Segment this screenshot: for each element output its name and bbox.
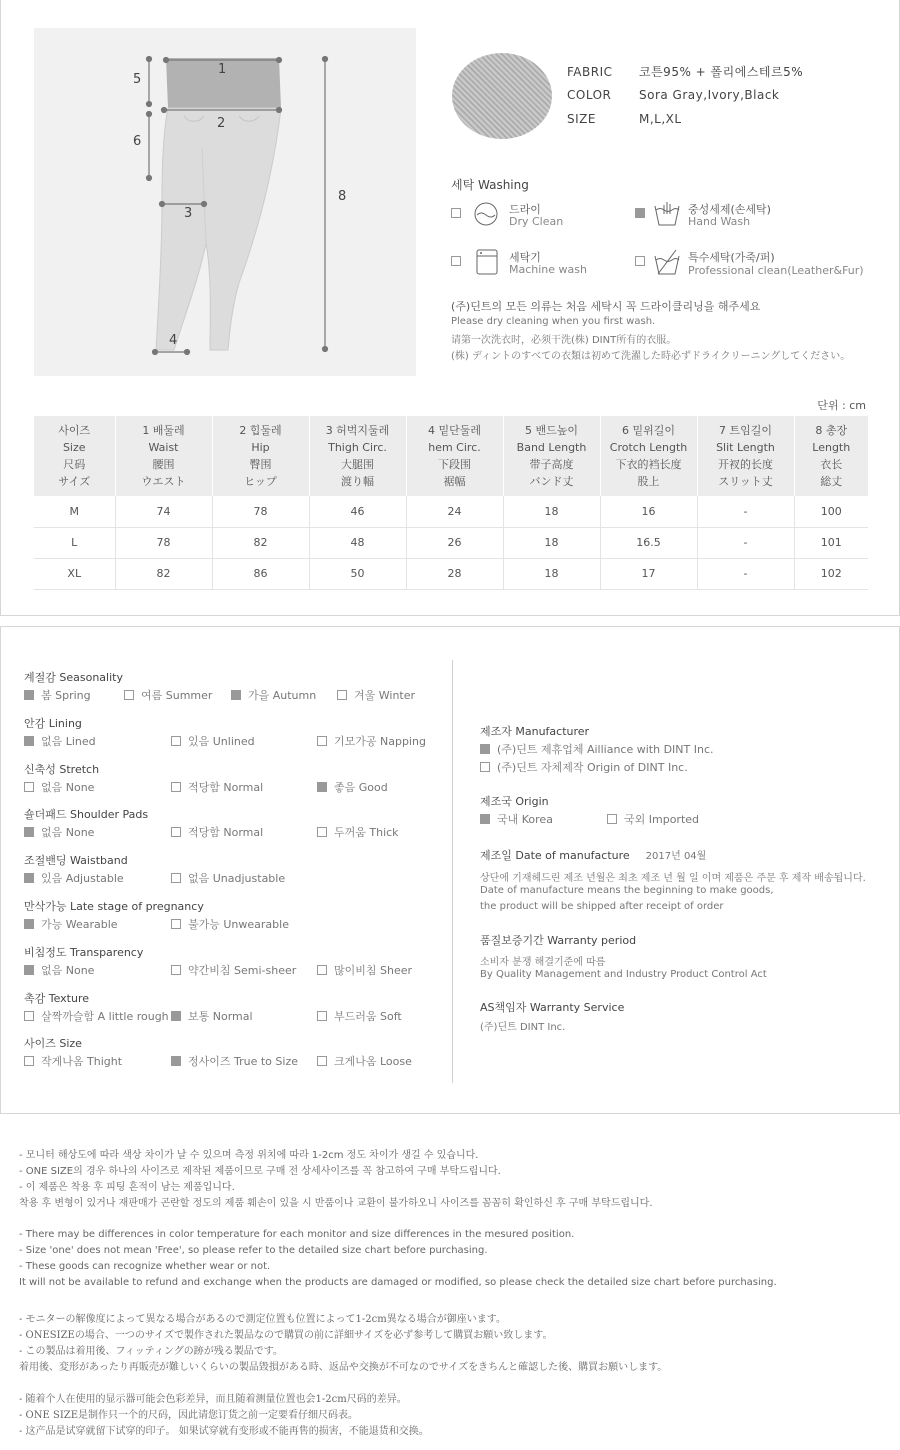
option-label: 약간비침 Semi-sheer: [188, 963, 297, 977]
option-label: 국외 Imported: [624, 813, 700, 826]
spec-fabric: [567, 63, 803, 80]
professional-clean-checkbox: [635, 256, 645, 266]
checkbox: [317, 1056, 327, 1066]
note-line-jp: 着用後、変形があったり再販売が難しいくらいの製品毀損がある時、返品や交換が不可なのでサイズをきちんと確認した後、購買お願いします。: [19, 1362, 668, 1373]
table-cell: XL: [34, 558, 115, 589]
checkbox: [317, 782, 327, 792]
header-line: Slit Length: [716, 441, 775, 454]
option-label: 없음 None: [41, 963, 95, 977]
table-cell: 100: [794, 496, 868, 527]
attribute-option: [24, 687, 91, 703]
table-cell: -: [697, 558, 794, 589]
option-label: (주)딘트 제휴업체 Ailliance with DINT Inc.: [497, 743, 714, 756]
warranty-text-en: By Quality Management and Industry Product Control Act: [480, 969, 767, 980]
manufacturer-option-alliance: [480, 741, 714, 757]
table-cell: L: [34, 527, 115, 558]
measure-marker-6: 6: [133, 134, 142, 149]
checkbox: [317, 827, 327, 837]
size-table-header-cell: [309, 416, 406, 496]
checkbox: [24, 827, 34, 837]
attribute-title: 만삭가능 Late stage of pregnancy: [24, 900, 204, 913]
table-cell: 26: [406, 527, 503, 558]
manufacturer-title: 제조자 Manufacturer: [480, 725, 590, 738]
size-value: M,L,XL: [639, 112, 682, 126]
product-info-section: [0, 0, 900, 616]
warranty-text-kr: 소비자 분쟁 해결기준에 따름: [480, 957, 606, 968]
checkbox: [337, 690, 347, 700]
attribute-title: 신축성 Stretch: [24, 762, 100, 776]
manufacture-date-note-en2: the product will be shipped after receipt of order: [480, 901, 724, 912]
header-line: 総丈: [820, 475, 843, 488]
product-image-panel: [34, 28, 416, 376]
attribute-title: 안감 Lining: [24, 716, 82, 730]
table-cell: 17: [600, 558, 697, 589]
table-row: [34, 496, 868, 527]
note-line-en: - These goods can recognize whether wear or not.: [19, 1261, 271, 1272]
checkbox: [317, 965, 327, 975]
note-line-en: It will not be available to refund and exchange when the products are damaged or modified, so please check the detailed size chart before purchasing.: [19, 1277, 777, 1288]
size-table-header-cell: [503, 416, 600, 496]
size-table: [34, 416, 868, 590]
header-line: 下衣的裆长度: [615, 458, 682, 471]
table-cell: 82: [115, 558, 212, 589]
machine-wash-checkbox: [451, 256, 461, 266]
attribute-option: [171, 1008, 253, 1024]
option-label: 부드러움 Soft: [334, 1009, 402, 1023]
attribute-title: 비침정도 Transparency: [24, 945, 144, 959]
attribute-option: [24, 733, 96, 749]
table-cell: 16.5: [600, 527, 697, 558]
option-label: 작게나옴 Thight: [41, 1055, 123, 1069]
attribute-option: [171, 962, 296, 978]
attribute-option: [24, 962, 94, 978]
note-line-jp: - モニターの解像度によって異なる場合があるので測定位置も位置によって1-2cm異なる場合が御座います。: [19, 1314, 506, 1325]
option-label: 많이비침 Sheer: [334, 963, 413, 977]
dry-clean-label-en: Dry Clean: [509, 215, 564, 228]
header-line: 大腿围: [341, 458, 374, 471]
table-cell: 16: [600, 496, 697, 527]
option-label: 크게나옴 Loose: [334, 1055, 412, 1069]
header-line: 사이즈: [58, 424, 91, 437]
option-label: 기모가공 Napping: [334, 734, 426, 748]
option-label: 가을 Autumn: [248, 689, 317, 702]
note-line-kr: - 이 제품은 착용 후 피팅 흔적이 남는 제품입니다.: [19, 1182, 235, 1193]
note-line-jp: - この製品は着用後、フィッティングの跡が残る製品です。: [19, 1346, 283, 1357]
header-line: スリット丈: [718, 475, 773, 488]
header-line: 5 밴드높이: [525, 424, 578, 437]
leggings-illustration: [34, 28, 416, 376]
header-line: 6 밑위길이: [622, 424, 675, 437]
table-row: [34, 558, 868, 589]
header-line: Size: [62, 441, 86, 454]
option-label: 여름 Summer: [141, 689, 213, 702]
table-cell: M: [34, 496, 115, 527]
product-attributes-section: [0, 626, 900, 1114]
spec-color: [567, 88, 779, 102]
header-line: Band Length: [516, 441, 587, 454]
warranty-title: 품질보증기간 Warranty period: [480, 934, 637, 947]
header-line: 7 트임길이: [719, 424, 772, 437]
fabric-label: FABRIC: [567, 65, 613, 79]
note-line-cn: - 这产品是试穿就留下试穿的印子。 如果试穿就有变形或不能再售的损害，不能退货和交换。: [19, 1426, 429, 1437]
option-label: 있음 Unlined: [188, 734, 255, 748]
header-line: 腰围: [152, 458, 175, 471]
attribute-option: [317, 1008, 402, 1024]
checkbox: [480, 744, 490, 754]
wash-notice-cn: 请第一次洗衣时，必须干洗(株) DINT所有的衣服。: [451, 335, 677, 346]
table-cell: 82: [212, 527, 309, 558]
measure-marker-1: 1: [218, 62, 227, 77]
origin-option-imported: [607, 811, 699, 827]
option-label: 두꺼움 Thick: [334, 826, 399, 840]
attribute-option: [24, 1008, 169, 1024]
attribute-option: [171, 1053, 298, 1069]
checkbox: [317, 736, 327, 746]
checkbox: [171, 919, 181, 929]
attribute-option: [317, 824, 399, 840]
checkbox: [171, 736, 181, 746]
option-label: (주)딘트 자체제작 Origin of DINT Inc.: [497, 761, 688, 774]
machine-wash-label-en: Machine wash: [509, 263, 587, 276]
header-line: 渡り幅: [341, 475, 374, 488]
option-label: 없음 Lined: [41, 734, 96, 748]
header-line: hem Circ.: [428, 441, 481, 454]
attribute-title: 숄더패드 Shoulder Pads: [24, 808, 149, 822]
option-label: 적당함 Normal: [188, 826, 264, 840]
checkbox: [24, 1056, 34, 1066]
table-cell: -: [697, 527, 794, 558]
table-cell: 78: [115, 527, 212, 558]
header-line: バンド丈: [529, 475, 574, 488]
color-value: Sora Gray,Ivory,Black: [639, 88, 780, 102]
table-cell: 18: [503, 527, 600, 558]
note-line-cn: - 随着个人在使用的显示器可能会色彩差异，而且随着测量位置也会1-2cm尺码的差异。: [19, 1394, 407, 1405]
header-line: Length: [812, 441, 851, 454]
hand-wash-checkbox: [635, 208, 645, 218]
note-line-jp: - ONESIZEの場合、一つのサイズで製作された製品なので購買の前に詳細サイズを必ず参考して購買お願い致します。: [19, 1330, 553, 1341]
option-label: 국내 Korea: [497, 813, 553, 826]
header-line: 带子高度: [529, 458, 574, 471]
attribute-option: [317, 733, 426, 749]
measure-marker-5: 5: [133, 72, 142, 87]
hand-wash-label-en: Hand Wash: [688, 215, 751, 228]
manufacture-date-note-en1: Date of manufacture means the beginning to make goods,: [480, 885, 774, 896]
table-cell: 18: [503, 496, 600, 527]
manufacturer-option-origin: [480, 759, 688, 775]
header-line: Hip: [251, 441, 270, 454]
option-label: 살짝까슬함 A little rough: [41, 1009, 169, 1023]
table-cell: 86: [212, 558, 309, 589]
size-table-header-cell: [34, 416, 115, 496]
attribute-title: 촉감 Texture: [24, 991, 90, 1005]
checkbox: [480, 814, 490, 824]
attribute-option: [231, 687, 316, 703]
measure-marker-4: 4: [169, 333, 178, 348]
header-line: 裾幅: [443, 475, 466, 488]
note-line-en: - Size 'one' does not mean 'Free', so please refer to the detailed size chart before purchasing.: [19, 1245, 488, 1256]
header-line: ウエスト: [141, 475, 186, 488]
header-line: 衣长: [820, 458, 843, 471]
header-line: 1 배둘레: [142, 424, 185, 437]
option-label: 없음 None: [41, 780, 95, 794]
size-table-header-cell: [406, 416, 503, 496]
header-line: Thigh Circ.: [328, 441, 387, 454]
size-table-header-cell: [115, 416, 212, 496]
option-label: 정사이즈 True to Size: [188, 1055, 298, 1069]
dry-clean-label: 드라이: [509, 203, 541, 216]
option-label: 겨울 Winter: [354, 689, 416, 702]
header-line: 臀围: [249, 458, 272, 471]
attribute-title: 사이즈 Size: [24, 1037, 82, 1051]
professional-clean-icon: [652, 248, 682, 276]
size-table-header-cell: [697, 416, 794, 496]
section-divider: [452, 660, 453, 1083]
hand-wash-label: 중성세제(손세탁): [688, 203, 771, 216]
checkbox: [124, 690, 134, 700]
header-line: 下段围: [438, 458, 471, 471]
measure-marker-8: 8: [338, 189, 347, 204]
checkbox: [171, 1056, 181, 1066]
professional-clean-label: 특수세탁(가죽/퍼): [688, 251, 775, 264]
attribute-option: [124, 687, 212, 703]
header-line: サイズ: [58, 475, 91, 488]
table-cell: 48: [309, 527, 406, 558]
machine-wash-label: 세탁기: [509, 251, 541, 264]
attribute-option: [171, 824, 263, 840]
origin-option-korea: [480, 811, 553, 827]
note-line-kr: 착용 후 변형이 있거나 재판매가 곤란할 정도의 제품 훼손이 있을 시 반품이나 교환이 불가하오니 사이즈를 꼼꼼히 확인하신 후 구매 부탁드립니다.: [19, 1198, 653, 1209]
professional-clean-label-en: Professional clean(Leather&Fur): [688, 264, 864, 277]
attribute-option: [337, 687, 415, 703]
checkbox: [231, 690, 241, 700]
color-label: COLOR: [567, 88, 612, 102]
checkbox: [24, 919, 34, 929]
checkbox: [171, 965, 181, 975]
checkbox: [317, 1011, 327, 1021]
attribute-option: [24, 1053, 122, 1069]
header-line: 8 총장: [815, 424, 848, 437]
option-label: 가능 Wearable: [41, 918, 118, 931]
measure-marker-3: 3: [184, 206, 193, 221]
header-line: 2 힙둘레: [239, 424, 282, 437]
checkbox: [171, 827, 181, 837]
manufacture-date-value: 2017년 04월: [645, 851, 707, 862]
dry-clean-icon: [472, 201, 500, 227]
size-table-header-cell: [212, 416, 309, 496]
header-line: 股上: [637, 475, 660, 488]
note-line-kr: - 모니터 해상도에 따라 색상 차이가 날 수 있으며 측정 위치에 따라 1-2cm 정도 차이가 생길 수 있습니다.: [19, 1150, 479, 1161]
attribute-option: [171, 916, 289, 932]
attribute-option: [317, 962, 412, 978]
checkbox: [24, 782, 34, 792]
fabric-value: 코튼95% + 폴리에스테르5%: [639, 65, 804, 79]
option-label: 좋음 Good: [334, 780, 388, 794]
table-cell: 18: [503, 558, 600, 589]
measure-marker-2: 2: [217, 116, 226, 131]
size-unit-label: 단위 : cm: [817, 399, 866, 412]
washing-title: 세탁 Washing: [451, 178, 529, 192]
attribute-option: [171, 779, 263, 795]
checkbox: [171, 782, 181, 792]
washing-machine-icon: [474, 248, 500, 276]
wash-notice-kr: (주)딘트의 모든 의류는 처음 세탁시 꼭 드라이클리닝을 해주세요: [451, 300, 761, 313]
header-line: 开衩的长度: [718, 458, 773, 471]
option-label: 없음 Unadjustable: [188, 872, 286, 886]
checkbox: [24, 965, 34, 975]
wash-notice-jp: (株) ディントのすべての衣類は初めて洗濯した時必ずドライクリーニングしてください。: [451, 351, 851, 362]
option-label: 없음 None: [41, 826, 95, 840]
wash-notice-en: Please dry cleaning when you first wash.: [451, 316, 656, 327]
fabric-swatch-image: [452, 53, 552, 139]
as-service-title: AS책임자 Warranty Service: [480, 1001, 625, 1014]
table-cell: 102: [794, 558, 868, 589]
as-service-value: (주)딘트 DINT Inc.: [480, 1022, 566, 1033]
attribute-option: [24, 870, 124, 886]
spec-size: [567, 112, 682, 126]
table-cell: 28: [406, 558, 503, 589]
option-label: 봄 Spring: [41, 689, 91, 702]
attribute-title: 계절감 Seasonality: [24, 671, 123, 684]
checkbox: [24, 690, 34, 700]
header-line: 4 밑단둘레: [428, 424, 481, 437]
checkbox: [24, 1011, 34, 1021]
checkbox: [171, 873, 181, 883]
dry-clean-checkbox: [451, 208, 461, 218]
note-line-kr: - ONE SIZE의 경우 하나의 사이즈로 제작된 제품이므로 구매 전 상세사이즈를 꼭 참고하여 구매 부탁드립니다.: [19, 1166, 501, 1177]
table-cell: 46: [309, 496, 406, 527]
table-cell: 74: [115, 496, 212, 527]
table-cell: 101: [794, 527, 868, 558]
manufacture-date-label: 제조일 Date of manufacture: [480, 849, 630, 862]
size-table-header-cell: [794, 416, 868, 496]
origin-title: 제조국 Origin: [480, 795, 549, 808]
checkbox: [24, 873, 34, 883]
table-cell: -: [697, 496, 794, 527]
table-cell: 78: [212, 496, 309, 527]
note-line-cn: - ONE SIZE是制作只一个的尺码，因此请您订货之前一定要看仔细尺码表。: [19, 1410, 359, 1421]
header-line: Waist: [148, 441, 179, 454]
header-line: 尺码: [63, 458, 86, 471]
option-label: 불가능 Unwearable: [188, 918, 289, 931]
checkbox: [24, 736, 34, 746]
attribute-option: [171, 733, 255, 749]
table-cell: 24: [406, 496, 503, 527]
checkbox: [171, 1011, 181, 1021]
header-line: ヒップ: [244, 475, 277, 488]
checkbox: [480, 762, 490, 772]
option-label: 보통 Normal: [188, 1009, 253, 1023]
checkbox: [607, 814, 617, 824]
option-label: 있음 Adjustable: [41, 872, 124, 886]
size-table-header-cell: [600, 416, 697, 496]
manufacture-date-note-kr: 상단에 기재헤드린 제조 년월은 최초 제조 년 월 일 이며 제품은 주문 후 제작 배송됩니다.: [480, 873, 866, 884]
table-row: [34, 527, 868, 558]
note-line-en: - There may be differences in color temperature for each monitor and size differences in the mesured position.: [19, 1229, 575, 1240]
option-label: 적당함 Normal: [188, 780, 264, 794]
attribute-title: 조절밴딩 Waistband: [24, 854, 128, 868]
attribute-option: [317, 1053, 412, 1069]
attribute-option: [24, 916, 118, 932]
attribute-option: [24, 779, 94, 795]
size-table-body: [34, 496, 868, 589]
table-cell: 50: [309, 558, 406, 589]
header-line: Crotch Length: [609, 441, 688, 454]
manufacture-date-title: [480, 847, 706, 863]
attribute-option: [317, 779, 388, 795]
attribute-option: [171, 870, 285, 886]
header-line: 3 허벅지둘레: [325, 424, 390, 437]
size-table-header: [34, 416, 868, 496]
size-label: SIZE: [567, 112, 596, 126]
hand-wash-icon: [652, 200, 682, 228]
attribute-option: [24, 824, 94, 840]
